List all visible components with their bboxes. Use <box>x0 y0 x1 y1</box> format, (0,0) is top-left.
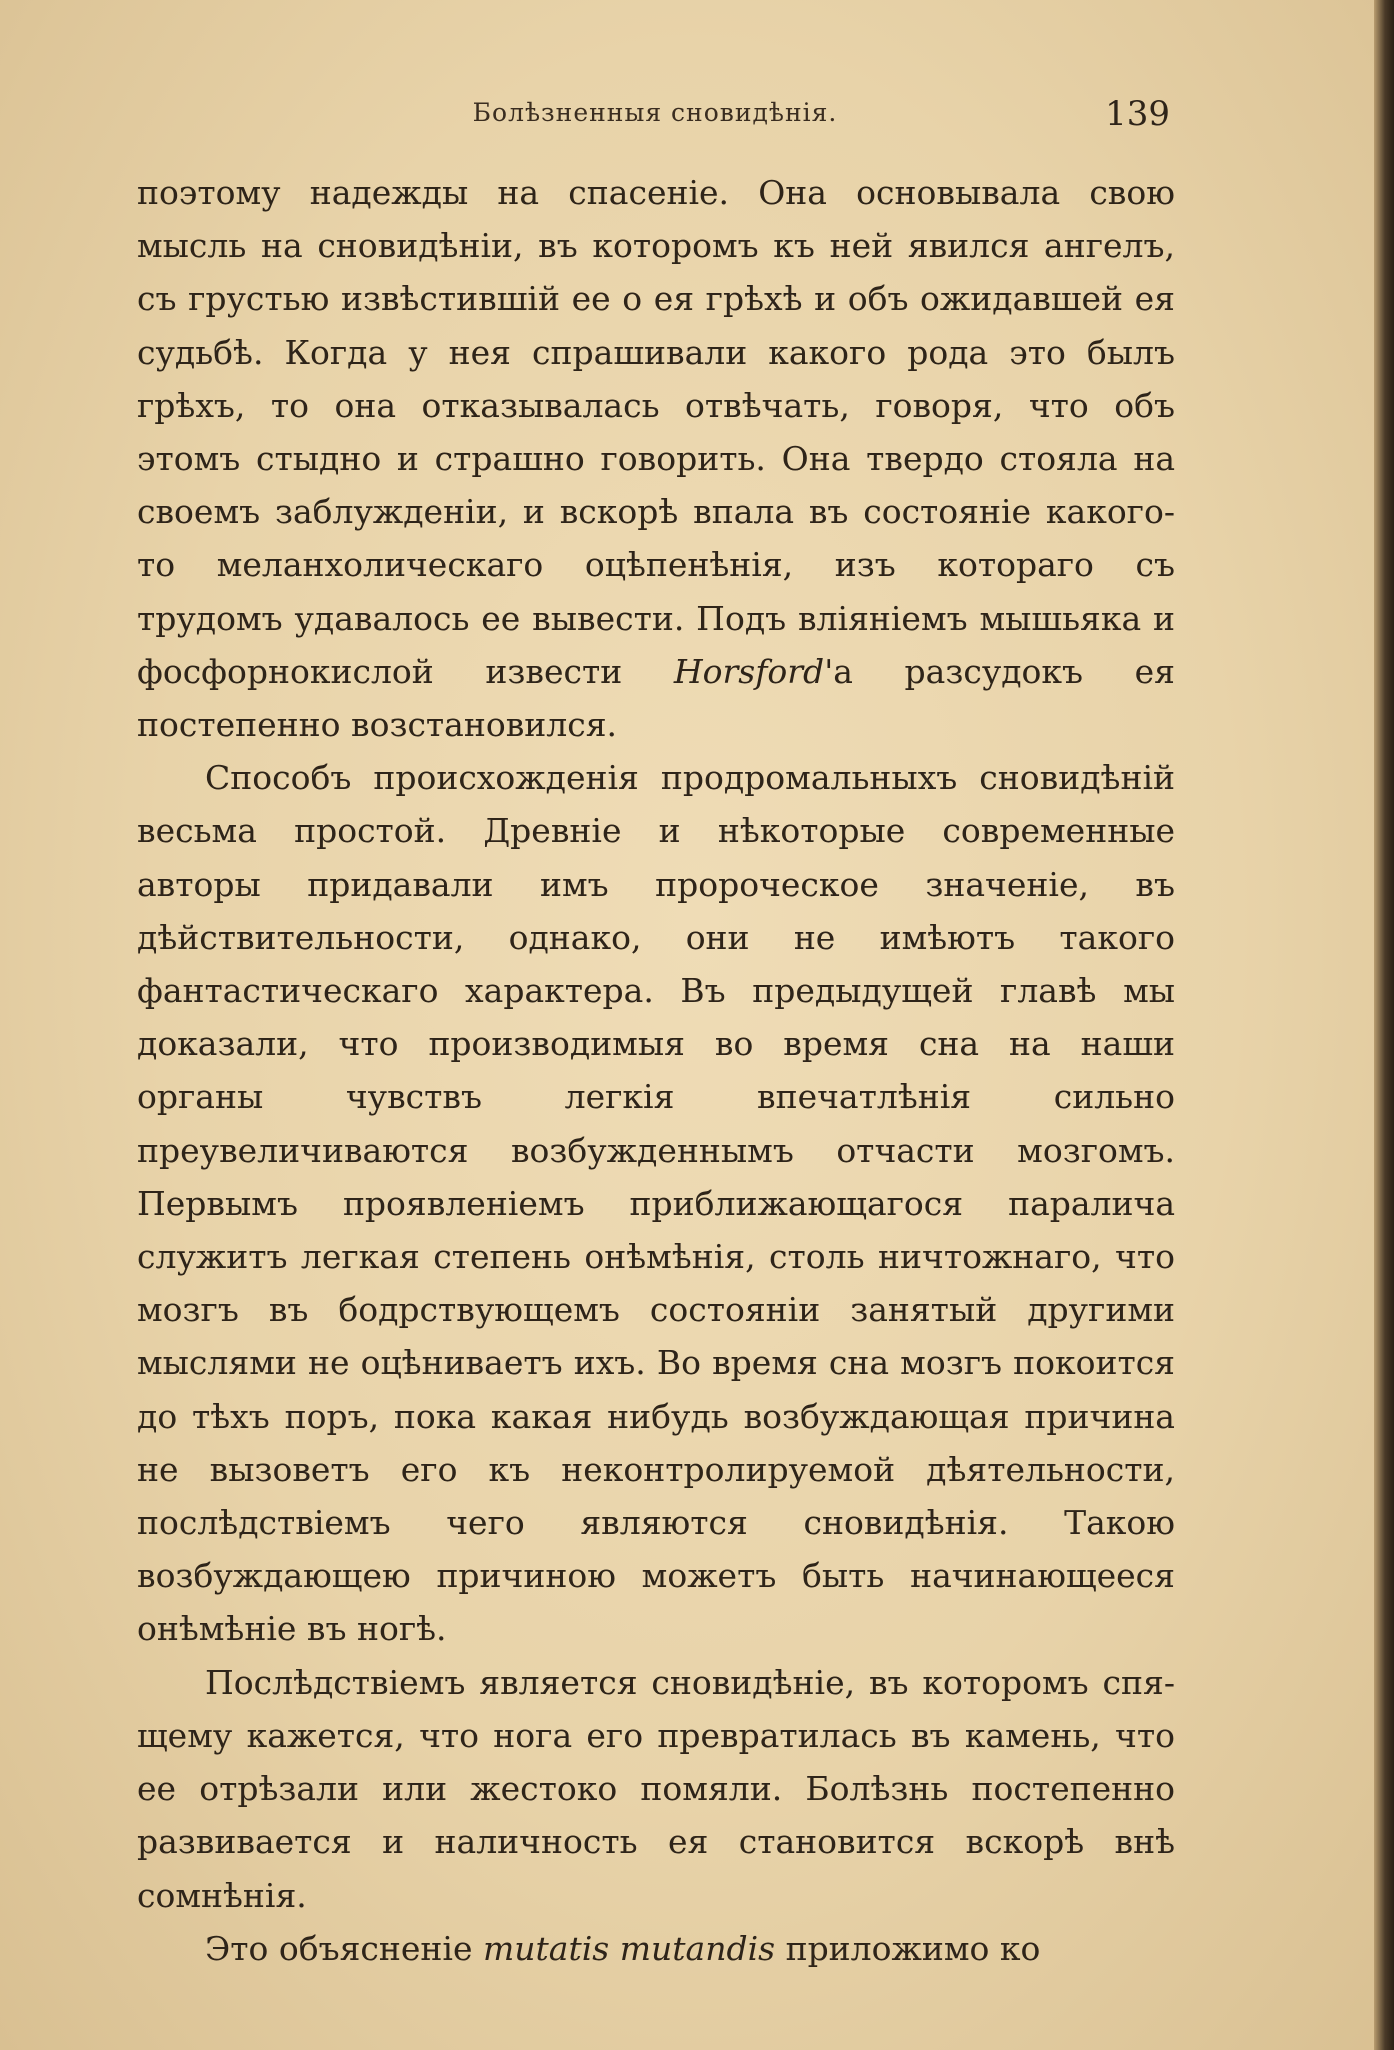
page-header <box>140 94 1170 144</box>
running-head: Болѣзненныя сновидѣнія. <box>472 98 838 127</box>
page-edge-shadow <box>1374 0 1394 2050</box>
paragraph-3 <box>137 1656 1175 1922</box>
paragraph-4 <box>137 1922 1175 1975</box>
paragraph-1 <box>137 166 1175 751</box>
italic-name-horsford: Horsford <box>673 651 825 691</box>
page-number: 139 <box>1105 94 1170 134</box>
text-segment: приложимо ко <box>775 1928 1041 1968</box>
paragraph-2 <box>137 751 1175 1655</box>
text-segment: 'а разсудокъ ея постепенно возстановился. <box>137 651 1175 745</box>
body-text <box>137 166 1175 1975</box>
text-segment: Это объясненіе <box>205 1928 483 1968</box>
text-segment: Способъ происхожденія продромальныхъ сновидѣній весьма простой. Древніе и нѣкоторые современные авторы придавали имъ пророческое значеніе, въ дѣйствительности, однако, они не имѣютъ такого фантастическаго характера. Въ предыдущей главѣ мы доказали, что производимыя во время сна на наши органы чувствъ легкія впечатлѣнія сильно преувеличиваются возбужденнымъ отчасти мозгомъ. Первымъ проявленіемъ приближающагося паралича служитъ легкая степень онѣмѣнія, столь ничтожнаго, что мозгъ въ бодрствующемъ состояніи занятый другими мыслями не оцѣниваетъ ихъ. Во время сна мозгъ покоится до тѣхъ поръ, пока какая нибудь возбуждающая причина не вызоветъ его къ неконтролируемой дѣятельности, послѣдствіемъ чего являются сновидѣнія. Такою возбуждающею причиною можетъ быть начинающееся онѣмѣніе въ ногѣ. <box>137 758 1175 1649</box>
italic-latin-phrase: mutatis mutandis <box>483 1928 776 1968</box>
text-segment: Послѣдствіемъ является сновидѣніе, въ которомъ спящему кажется, что нога его превратилась въ камень, что ее отрѣзали или жестоко помяли. Болѣзнь постепенно развивается и наличность ея становится вскорѣ внѣ сомнѣнія. <box>137 1662 1175 1915</box>
text-segment: поэтому надежды на спасеніе. Она основывала свою мысль на сновидѣніи, въ которомъ къ ней явился ангелъ, съ грустью извѣстившій ее о ея грѣхѣ и объ ожидавшей ея судьбѣ. Когда у нея спрашивали какого рода это былъ грѣхъ, то она отказывалась отвѣчать, говоря, что объ этомъ стыдно и страшно говорить. Она твердо стояла на своемъ заблужденіи, и вскорѣ впала въ состояніе какого-то меланхолическаго оцѣпенѣнія, изъ котораго съ трудомъ удавалось ее вывести. Подъ вліяніемъ мышьяка и фосфорнокислой извести <box>137 173 1175 691</box>
